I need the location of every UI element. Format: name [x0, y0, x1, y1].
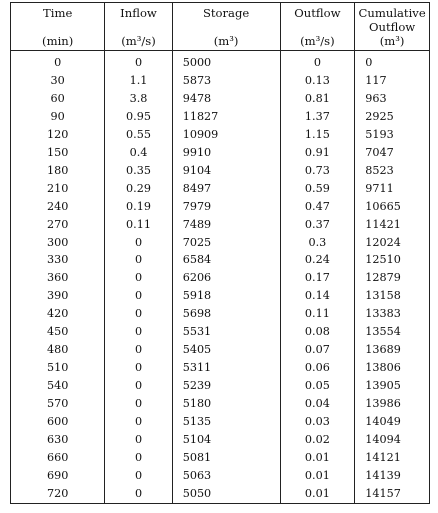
- cell-storage: 7025: [172, 234, 280, 252]
- cell-time: 120: [11, 126, 105, 144]
- cell-inflow: 0: [105, 269, 172, 287]
- cell-cumulative: 14094: [355, 431, 430, 449]
- cell-cumulative: 963: [355, 90, 430, 108]
- cell-time: 510: [11, 359, 105, 377]
- header-storage-sub: [172, 20, 280, 34]
- cell-time: 720: [11, 485, 105, 503]
- cell-outflow: 0.01: [280, 467, 355, 485]
- header-inflow: Inflow: [105, 3, 172, 21]
- cell-inflow: 0: [105, 467, 172, 485]
- cell-outflow: 1.37: [280, 108, 355, 126]
- cell-storage: 6584: [172, 251, 280, 269]
- cell-outflow: 0.01: [280, 485, 355, 503]
- cell-cumulative: 0: [355, 54, 430, 72]
- cell-storage: 5918: [172, 287, 280, 305]
- header-storage: Storage: [172, 3, 280, 21]
- cell-time: 690: [11, 467, 105, 485]
- cell-storage: 6206: [172, 269, 280, 287]
- table-row: [11, 341, 430, 359]
- cell-inflow: 0: [105, 377, 172, 395]
- cell-inflow: 0: [105, 305, 172, 323]
- cell-time: 540: [11, 377, 105, 395]
- table-row: [11, 126, 430, 144]
- cell-outflow: 0.24: [280, 251, 355, 269]
- cell-storage: 11827: [172, 108, 280, 126]
- cell-inflow: 0.4: [105, 144, 172, 162]
- table-row: [11, 198, 430, 216]
- cell-cumulative: 13905: [355, 377, 430, 395]
- cell-time: 150: [11, 144, 105, 162]
- table-row: [11, 234, 430, 252]
- table-row: [11, 323, 430, 341]
- cell-storage: 7489: [172, 216, 280, 234]
- cell-outflow: 0.3: [280, 234, 355, 252]
- cell-outflow: 0.02: [280, 431, 355, 449]
- cell-outflow: 0.13: [280, 72, 355, 90]
- cell-outflow: 0.01: [280, 449, 355, 467]
- cell-time: 60: [11, 90, 105, 108]
- cell-cumulative: 13383: [355, 305, 430, 323]
- cell-cumulative: 5193: [355, 126, 430, 144]
- cell-inflow: 0: [105, 431, 172, 449]
- cell-inflow: 0.35: [105, 162, 172, 180]
- cell-time: 390: [11, 287, 105, 305]
- unit-outflow: (m³/s): [280, 34, 355, 51]
- cell-storage: 5135: [172, 413, 280, 431]
- cell-inflow: 0: [105, 449, 172, 467]
- table-row: [11, 413, 430, 431]
- cell-storage: 5063: [172, 467, 280, 485]
- cell-cumulative: 14139: [355, 467, 430, 485]
- cell-inflow: 0: [105, 54, 172, 72]
- cell-inflow: 0: [105, 395, 172, 413]
- cell-time: 660: [11, 449, 105, 467]
- cell-storage: 7979: [172, 198, 280, 216]
- table-row: [11, 269, 430, 287]
- cell-outflow: 0.06: [280, 359, 355, 377]
- cell-cumulative: 8523: [355, 162, 430, 180]
- cell-cumulative: 13158: [355, 287, 430, 305]
- cell-storage: 5405: [172, 341, 280, 359]
- cell-storage: 9478: [172, 90, 280, 108]
- cell-cumulative: 14121: [355, 449, 430, 467]
- cell-cumulative: 12024: [355, 234, 430, 252]
- cell-storage: 10909: [172, 126, 280, 144]
- unit-cumulative: (m³): [355, 34, 430, 51]
- routing-table: [10, 2, 430, 504]
- cell-inflow: 0: [105, 251, 172, 269]
- cell-cumulative: 9711: [355, 180, 430, 198]
- cell-cumulative: 13689: [355, 341, 430, 359]
- cell-inflow: 0.11: [105, 216, 172, 234]
- cell-time: 600: [11, 413, 105, 431]
- table-row: [11, 72, 430, 90]
- table-row: [11, 216, 430, 234]
- header-cumulative-sub: Outflow: [355, 20, 430, 34]
- cell-cumulative: 12510: [355, 251, 430, 269]
- table-header: [11, 3, 430, 51]
- cell-cumulative: 14049: [355, 413, 430, 431]
- cell-inflow: 0.55: [105, 126, 172, 144]
- table-row: [11, 251, 430, 269]
- cell-outflow: 0.91: [280, 144, 355, 162]
- cell-time: 30: [11, 72, 105, 90]
- cell-time: 570: [11, 395, 105, 413]
- cell-cumulative: 13806: [355, 359, 430, 377]
- cell-time: 270: [11, 216, 105, 234]
- cell-inflow: 0: [105, 413, 172, 431]
- cell-time: 360: [11, 269, 105, 287]
- table-row: [11, 144, 430, 162]
- cell-outflow: 0.11: [280, 305, 355, 323]
- table-row: [11, 162, 430, 180]
- header-outflow: Outflow: [280, 3, 355, 21]
- cell-cumulative: 14157: [355, 485, 430, 503]
- header-time: Time: [11, 3, 105, 21]
- cell-outflow: 0.47: [280, 198, 355, 216]
- table-row: [11, 485, 430, 503]
- cell-time: 330: [11, 251, 105, 269]
- cell-outflow: 1.15: [280, 126, 355, 144]
- cell-cumulative: 12879: [355, 269, 430, 287]
- table-row: [11, 108, 430, 126]
- cell-cumulative: 7047: [355, 144, 430, 162]
- cell-storage: 5081: [172, 449, 280, 467]
- cell-inflow: 0.19: [105, 198, 172, 216]
- cell-time: 450: [11, 323, 105, 341]
- cell-outflow: 0.73: [280, 162, 355, 180]
- cell-time: 0: [11, 54, 105, 72]
- cell-inflow: 0: [105, 485, 172, 503]
- cell-storage: 5311: [172, 359, 280, 377]
- table-row: [11, 377, 430, 395]
- cell-inflow: 0: [105, 287, 172, 305]
- table-row: [11, 359, 430, 377]
- cell-inflow: 0: [105, 341, 172, 359]
- table-body: [11, 51, 430, 504]
- cell-storage: 5531: [172, 323, 280, 341]
- cell-outflow: 0.03: [280, 413, 355, 431]
- cell-outflow: 0: [280, 54, 355, 72]
- header-time-sub: [11, 20, 105, 34]
- cell-time: 180: [11, 162, 105, 180]
- cell-time: 240: [11, 198, 105, 216]
- cell-inflow: 3.8: [105, 90, 172, 108]
- cell-outflow: 0.81: [280, 90, 355, 108]
- cell-outflow: 0.59: [280, 180, 355, 198]
- header-inflow-sub: [105, 20, 172, 34]
- cell-outflow: 0.04: [280, 395, 355, 413]
- table-row: [11, 449, 430, 467]
- header-cumulative: Cumulative: [355, 3, 430, 21]
- cell-cumulative: 2925: [355, 108, 430, 126]
- table-row: [11, 90, 430, 108]
- cell-cumulative: 10665: [355, 198, 430, 216]
- table-row: [11, 180, 430, 198]
- cell-storage: 5873: [172, 72, 280, 90]
- cell-cumulative: 117: [355, 72, 430, 90]
- cell-inflow: 0.29: [105, 180, 172, 198]
- cell-cumulative: 11421: [355, 216, 430, 234]
- cell-time: 630: [11, 431, 105, 449]
- cell-storage: 5698: [172, 305, 280, 323]
- cell-storage: 9910: [172, 144, 280, 162]
- table-row: [11, 467, 430, 485]
- cell-inflow: 0: [105, 234, 172, 252]
- cell-outflow: 0.14: [280, 287, 355, 305]
- cell-storage: 9104: [172, 162, 280, 180]
- cell-outflow: 0.05: [280, 377, 355, 395]
- cell-cumulative: 13986: [355, 395, 430, 413]
- cell-storage: 5050: [172, 485, 280, 503]
- table-row: [11, 305, 430, 323]
- cell-storage: 5239: [172, 377, 280, 395]
- table-row: [11, 54, 430, 72]
- table-row: [11, 431, 430, 449]
- unit-inflow: (m³/s): [105, 34, 172, 51]
- cell-time: 480: [11, 341, 105, 359]
- cell-inflow: 0.95: [105, 108, 172, 126]
- cell-time: 210: [11, 180, 105, 198]
- cell-time: 300: [11, 234, 105, 252]
- unit-time: (min): [11, 34, 105, 51]
- cell-outflow: 0.17: [280, 269, 355, 287]
- cell-inflow: 0: [105, 323, 172, 341]
- table-container: [10, 2, 430, 504]
- cell-outflow: 0.07: [280, 341, 355, 359]
- cell-inflow: 0: [105, 359, 172, 377]
- cell-outflow: 0.37: [280, 216, 355, 234]
- table-row: [11, 287, 430, 305]
- unit-storage: (m³): [172, 34, 280, 51]
- cell-inflow: 1.1: [105, 72, 172, 90]
- table-row: [11, 395, 430, 413]
- cell-storage: 8497: [172, 180, 280, 198]
- cell-storage: 5000: [172, 54, 280, 72]
- header-outflow-sub: [280, 20, 355, 34]
- cell-cumulative: 13554: [355, 323, 430, 341]
- cell-time: 90: [11, 108, 105, 126]
- cell-time: 420: [11, 305, 105, 323]
- cell-storage: 5180: [172, 395, 280, 413]
- cell-storage: 5104: [172, 431, 280, 449]
- cell-outflow: 0.08: [280, 323, 355, 341]
